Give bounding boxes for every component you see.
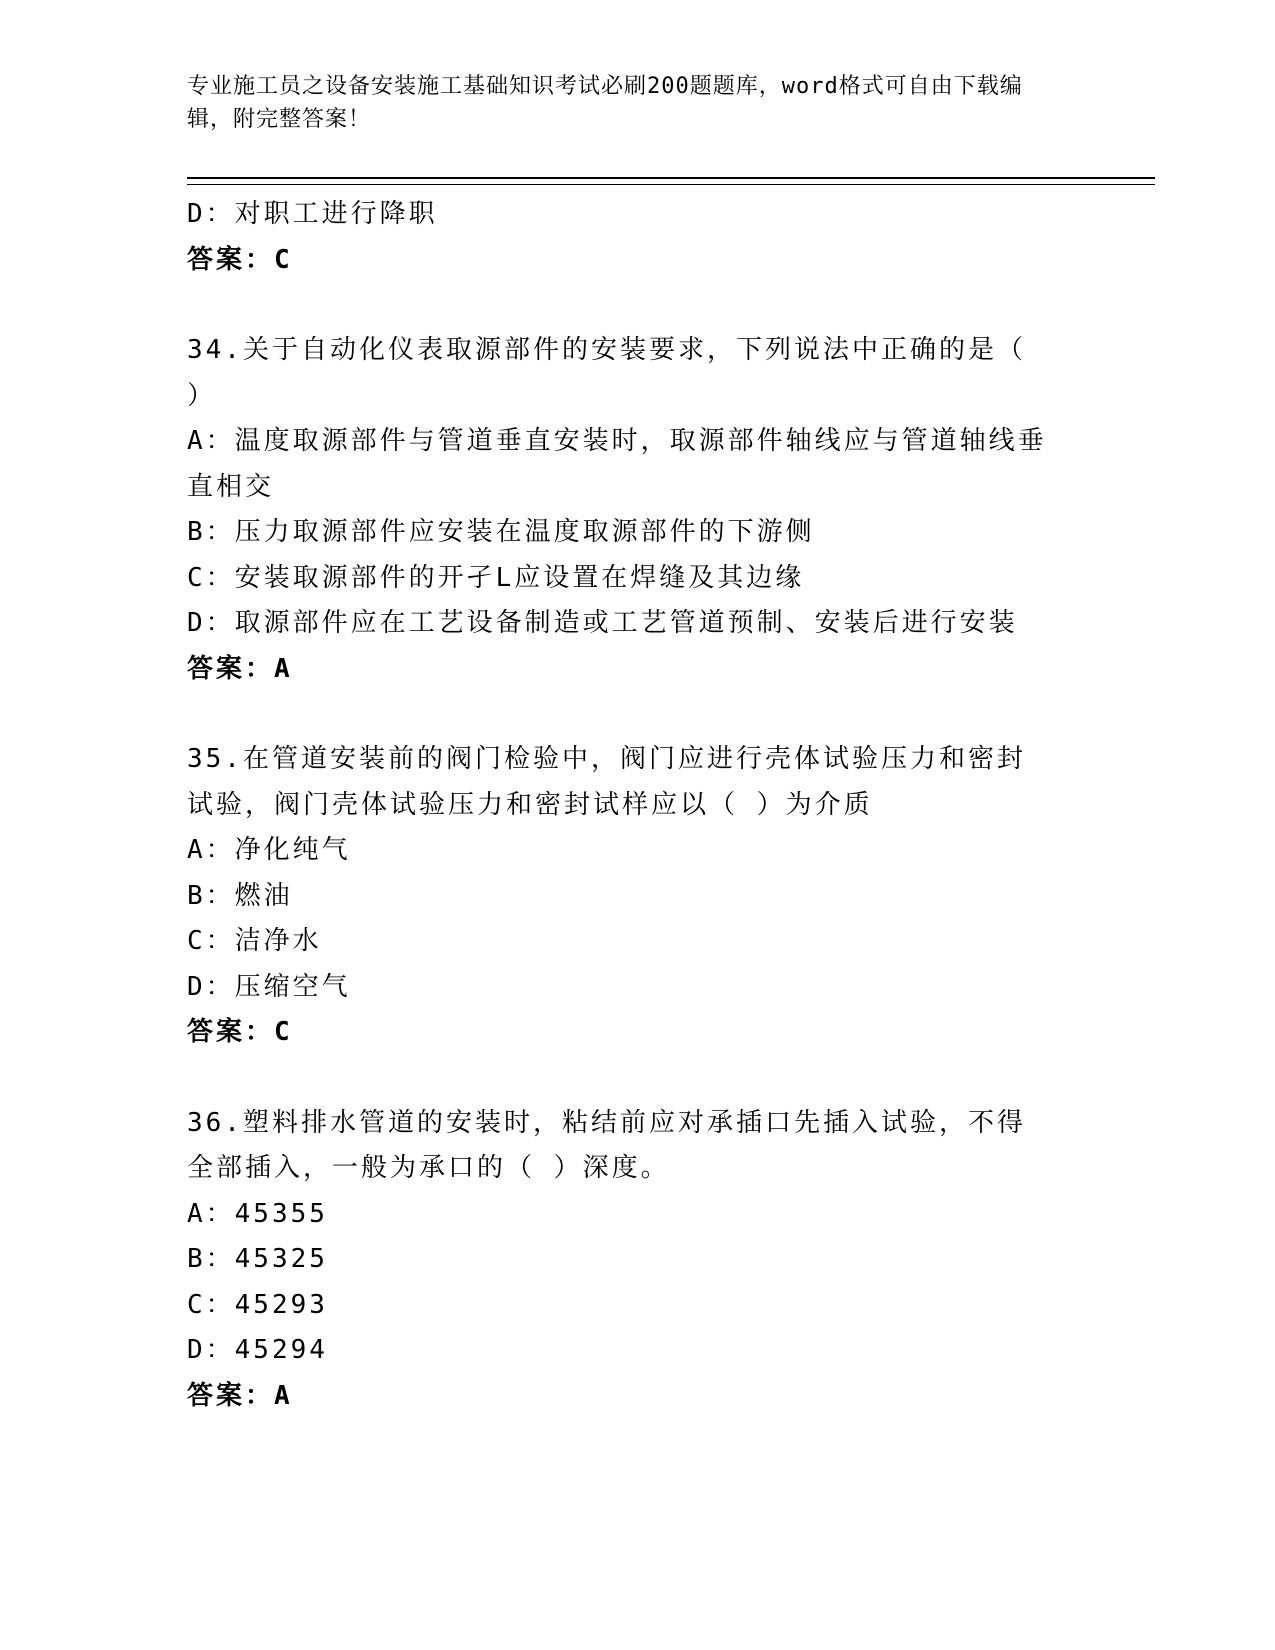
- option-c: C：洁净水: [187, 926, 322, 956]
- option-d: D：取源部件应在工艺设备制造或工艺管道预制、安装后进行安装: [187, 608, 1018, 638]
- question-35: [187, 737, 1087, 1056]
- option-d: D：45294: [187, 1335, 328, 1365]
- question-list: [187, 192, 1087, 1419]
- option-b: B：45325: [187, 1244, 328, 1274]
- document-header: [187, 70, 1067, 136]
- question-stem: 36.塑料排水管道的安装时，粘结前应对承插口先插入试验，不得全部插入，一般为承口的（ ）深度。: [187, 1107, 1026, 1183]
- question-stem: 34.关于自动化仪表取源部件的安装要求，下列说法中正确的是（ ）: [187, 335, 1026, 411]
- answer-line: 答案：C: [187, 244, 293, 275]
- spacer: [187, 692, 1087, 737]
- option-b: B：压力取源部件应安装在温度取源部件的下游侧: [187, 517, 815, 547]
- header-divider-thin: [187, 184, 1155, 185]
- answer-line: 答案：C: [187, 1017, 293, 1047]
- answer-line: 答案：A: [187, 1380, 293, 1411]
- question-36: [187, 1101, 1087, 1420]
- option-a: A：45355: [187, 1198, 328, 1229]
- question-34: [187, 328, 1087, 692]
- answer-line: 答案：A: [187, 653, 293, 684]
- option-d: D：压缩空气: [187, 971, 351, 1002]
- header-title: 专业施工员之设备安装施工基础知识考试必刷200题题库，word格式可自由下载编辑，附完整答案！: [187, 74, 1023, 132]
- option-d: D：对职工进行降职: [187, 199, 438, 229]
- option-c: C：安装取源部件的开孑L应设置在焊缝及其边缘: [187, 562, 805, 593]
- question-stem: 35.在管道安装前的阀门检验中，阀门应进行壳体试验压力和密封试验，阀门壳体试验压力和密封试样应以（ ）为介质: [187, 744, 1026, 820]
- spacer: [187, 283, 1087, 328]
- option-a: A：净化纯气: [187, 835, 351, 865]
- option-a: A：温度取源部件与管道垂直安装时，取源部件轴线应与管道轴线垂直相交: [187, 426, 1047, 502]
- spacer: [187, 1056, 1087, 1101]
- option-c: C：45293: [187, 1289, 328, 1320]
- option-b: B：燃油: [187, 880, 293, 911]
- header-divider: [187, 177, 1155, 179]
